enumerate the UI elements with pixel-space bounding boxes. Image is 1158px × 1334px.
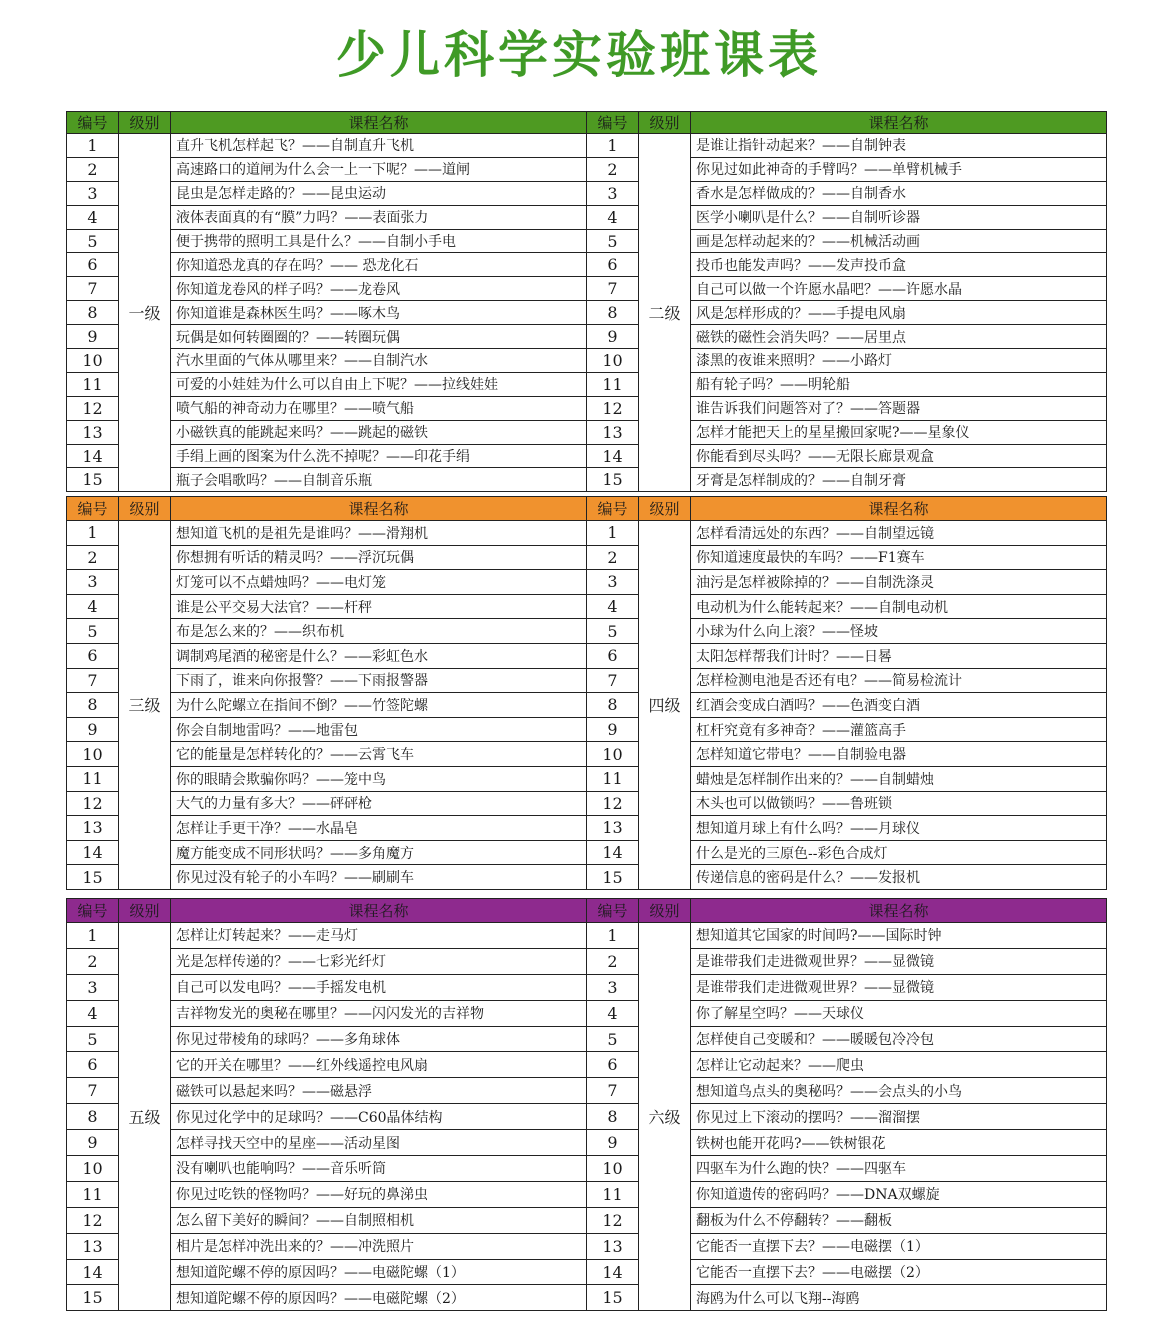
course-number: 7 [587,668,639,693]
course-name: 为什么陀螺立在指间不倒？——竹签陀螺 [171,693,587,718]
course-name: 传递信息的密码是什么？——发报机 [691,865,1107,890]
course-name: 海鸥为什么可以飞翔--海鸥 [691,1285,1107,1311]
course-number: 12 [67,1207,119,1233]
course-name: 你知道速度最快的车吗？——F1赛车 [691,545,1107,570]
course-number: 1 [67,521,119,546]
course-name: 你见过带棱角的球吗？——多角球体 [171,1026,587,1052]
course-name: 风是怎样形成的？——手提电风扇 [691,301,1107,325]
table-row [67,923,587,949]
course-number: 6 [67,1052,119,1078]
course-number: 11 [67,766,119,791]
course-name: 怎样让它动起来？——爬虫 [691,1052,1107,1078]
course-name: 香水是怎样做成的？——自制香水 [691,181,1107,205]
course-number: 10 [67,349,119,373]
course-number: 8 [587,693,639,718]
course-number: 8 [67,1104,119,1130]
course-name: 手绢上画的图案为什么洗不掉呢？——印花手绢 [171,444,587,468]
course-number: 5 [587,619,639,644]
course-name: 油污是怎样被除掉的？——自制洗涤灵 [691,570,1107,595]
header-course-name: 课程名称 [691,112,1107,134]
course-name: 想知道陀螺不停的原因吗？——电磁陀螺（1） [171,1259,587,1285]
course-name: 怎样知道它带电？——自制验电器 [691,742,1107,767]
course-number: 7 [67,277,119,301]
course-number: 10 [67,742,119,767]
course-name: 怎么留下美好的瞬间？——自制照相机 [171,1207,587,1233]
course-number: 14 [587,1259,639,1285]
course-number: 10 [67,1156,119,1182]
course-number: 3 [67,570,119,595]
course-name: 你想拥有听话的精灵吗？——浮沉玩偶 [171,545,587,570]
course-name: 杠杆究竟有多神奇？——灌篮高手 [691,717,1107,742]
level-label: 一级 [119,134,171,492]
course-name: 可爱的小娃娃为什么可以自由上下呢？——拉线娃娃 [171,372,587,396]
course-name: 高速路口的道闸为什么会一上一下呢？——道闸 [171,157,587,181]
header-course-name: 课程名称 [171,899,587,923]
course-number: 9 [67,717,119,742]
course-number: 13 [67,816,119,841]
course-name: 喷气船的神奇动力在哪里？——喷气船 [171,396,587,420]
course-name: 你见过上下滚动的摆吗？——溜溜摆 [691,1104,1107,1130]
course-number: 2 [67,545,119,570]
course-number: 12 [67,396,119,420]
course-number: 4 [67,594,119,619]
course-number: 12 [587,1207,639,1233]
course-name: 怎样寻找天空中的星座——活动星图 [171,1130,587,1156]
course-number: 14 [67,840,119,865]
course-name: 想知道鸟点头的奥秘吗？——会点头的小鸟 [691,1078,1107,1104]
course-number: 6 [587,253,639,277]
course-table [66,111,587,492]
course-number: 13 [587,816,639,841]
course-name: 昆虫是怎样走路的？——昆虫运动 [171,181,587,205]
course-number: 5 [67,1026,119,1052]
header-number: 编号 [67,497,119,521]
table-row [587,521,1107,546]
course-number: 8 [67,301,119,325]
header-course-name: 课程名称 [691,497,1107,521]
header-level: 级别 [119,899,171,923]
course-number: 8 [67,693,119,718]
header-level: 级别 [639,899,691,923]
course-number: 8 [587,1104,639,1130]
course-name: 便于携带的照明工具是什么？——自制小手电 [171,229,587,253]
level-label: 三级 [119,521,171,890]
course-number: 15 [67,1285,119,1311]
course-number: 13 [67,420,119,444]
level-table-right [586,496,1106,890]
course-number: 9 [587,717,639,742]
course-name: 光是怎样传递的？——七彩光纤灯 [171,948,587,974]
course-number: 15 [67,865,119,890]
course-number: 11 [587,766,639,791]
course-number: 1 [587,521,639,546]
course-number: 10 [587,349,639,373]
course-number: 14 [67,444,119,468]
course-name: 磁铁可以悬起来吗？——磁悬浮 [171,1078,587,1104]
course-number: 4 [67,205,119,229]
course-name: 魔方能变成不同形状吗？——多角魔方 [171,840,587,865]
course-name: 小磁铁真的能跳起来吗？——跳起的磁铁 [171,420,587,444]
course-number: 9 [67,1130,119,1156]
header-number: 编号 [67,112,119,134]
header-number: 编号 [587,497,639,521]
course-number: 3 [587,181,639,205]
course-name: 怎样让手更干净？——水晶皂 [171,816,587,841]
course-number: 12 [67,791,119,816]
course-name: 是谁让指针动起来？——自制钟表 [691,134,1107,158]
course-name: 投币也能发声吗？——发声投币盒 [691,253,1107,277]
course-name: 没有喇叭也能响吗？——音乐听筒 [171,1156,587,1182]
course-name: 下雨了，谁来向你报警？——下雨报警器 [171,668,587,693]
course-number: 6 [587,1052,639,1078]
course-name: 是谁带我们走进微观世界？——显微镜 [691,974,1107,1000]
course-name: 它能否一直摆下去？——电磁摆（2） [691,1259,1107,1285]
course-number: 13 [587,1233,639,1259]
course-name: 它的能量是怎样转化的？——云霄飞车 [171,742,587,767]
course-name: 灯笼可以不点蜡烛吗？——电灯笼 [171,570,587,595]
course-name: 大气的力量有多大？——砰砰枪 [171,791,587,816]
level-table-left [66,496,586,890]
course-number: 2 [587,948,639,974]
header-level: 级别 [119,112,171,134]
course-name: 瓶子会唱歌吗？——自制音乐瓶 [171,468,587,492]
course-name: 画是怎样动起来的？——机械活动画 [691,229,1107,253]
table-header-row [67,497,587,521]
course-number: 14 [587,840,639,865]
course-name: 液体表面真的有“膜”力吗？——表面张力 [171,205,587,229]
header-course-name: 课程名称 [691,899,1107,923]
course-number: 1 [67,134,119,158]
course-number: 15 [67,468,119,492]
header-course-name: 课程名称 [171,497,587,521]
header-level: 级别 [639,497,691,521]
course-name: 你了解星空吗？——天球仪 [691,1000,1107,1026]
course-number: 4 [587,1000,639,1026]
course-name: 你见过如此神奇的手臂吗？——单臂机械手 [691,157,1107,181]
course-name: 漆黑的夜谁来照明？——小路灯 [691,349,1107,373]
course-number: 5 [67,619,119,644]
course-name: 想知道飞机的是祖先是谁吗？——滑翔机 [171,521,587,546]
course-number: 15 [587,468,639,492]
course-name: 想知道月球上有什么吗？——月球仪 [691,816,1107,841]
course-name: 红酒会变成白酒吗？——色酒变白酒 [691,693,1107,718]
course-name: 太阳怎样帮我们计时？——日晷 [691,643,1107,668]
course-number: 3 [587,974,639,1000]
course-name: 怎样让灯转起来？——走马灯 [171,923,587,949]
course-number: 2 [587,157,639,181]
course-number: 6 [587,643,639,668]
course-name: 汽水里面的气体从哪里来？——自制汽水 [171,349,587,373]
level-table-left [66,111,586,492]
course-name: 你知道恐龙真的存在吗？—— 恐龙化石 [171,253,587,277]
course-name: 磁铁的磁性会消失吗？——居里点 [691,325,1107,349]
level-label: 五级 [119,923,171,1311]
course-number: 9 [587,1130,639,1156]
course-name: 你见过吃铁的怪物吗？——好玩的鼻涕虫 [171,1181,587,1207]
course-name: 木头也可以做锁吗？——鲁班锁 [691,791,1107,816]
course-number: 3 [67,181,119,205]
course-number: 9 [67,325,119,349]
header-number: 编号 [67,899,119,923]
course-number: 2 [67,948,119,974]
course-number: 14 [587,444,639,468]
course-number: 7 [587,277,639,301]
table-row [67,134,587,158]
course-name: 布是怎么来的？——织布机 [171,619,587,644]
course-name: 医学小喇叭是什么？——自制听诊器 [691,205,1107,229]
course-number: 1 [67,923,119,949]
course-name: 想知道其它国家的时间吗?——国际时钟 [691,923,1107,949]
course-name: 你知道龙卷风的样子吗？——龙卷风 [171,277,587,301]
course-number: 12 [587,791,639,816]
course-name: 蜡烛是怎样制作出来的？——自制蜡烛 [691,766,1107,791]
course-name: 你知道遗传的密码吗？——DNA双螺旋 [691,1181,1107,1207]
table-header-row [67,899,587,923]
course-name: 吉祥物发光的奥秘在哪里？——闪闪发光的吉祥物 [171,1000,587,1026]
course-name: 你知道谁是森林医生吗？——啄木鸟 [171,301,587,325]
course-number: 8 [587,301,639,325]
course-number: 13 [587,420,639,444]
course-number: 1 [587,134,639,158]
course-name: 自己可以发电吗？——手摇发电机 [171,974,587,1000]
course-name: 怎样看清远处的东西？——自制望远镜 [691,521,1107,546]
course-table [586,496,1107,890]
level-label: 二级 [639,134,691,492]
table-header-row [587,497,1107,521]
course-number: 6 [67,643,119,668]
course-name: 你会自制地雷吗？——地雷包 [171,717,587,742]
course-name: 你见过化学中的足球吗？——C60晶体结构 [171,1104,587,1130]
table-header-row [587,112,1107,134]
course-number: 4 [67,1000,119,1026]
course-number: 12 [587,396,639,420]
course-number: 10 [587,1156,639,1182]
course-name: 船有轮子吗？——明轮船 [691,372,1107,396]
course-number: 7 [587,1078,639,1104]
course-name: 谁告诉我们问题答对了？——答题器 [691,396,1107,420]
course-name: 牙膏是怎样制成的？——自制牙膏 [691,468,1107,492]
course-name: 怎样才能把天上的星星搬回家呢?——星象仪 [691,420,1107,444]
header-level: 级别 [639,112,691,134]
course-name: 调制鸡尾酒的秘密是什么？——彩虹色水 [171,643,587,668]
level-table-right [586,111,1106,492]
course-number: 3 [587,570,639,595]
course-number: 4 [587,594,639,619]
course-number: 1 [587,923,639,949]
course-name: 谁是公平交易大法官？——杆秤 [171,594,587,619]
course-number: 11 [67,372,119,396]
course-number: 2 [587,545,639,570]
course-name: 翻板为什么不停翻转？——翻板 [691,1207,1107,1233]
course-number: 4 [587,205,639,229]
course-number: 11 [67,1181,119,1207]
course-name: 自己可以做一个许愿水晶吧？——许愿水晶 [691,277,1107,301]
course-number: 11 [587,1181,639,1207]
course-name: 你的眼睛会欺骗你吗？——笼中鸟 [171,766,587,791]
course-name: 想知道陀螺不停的原因吗？——电磁陀螺（2） [171,1285,587,1311]
course-table [66,898,587,1311]
course-number: 6 [67,253,119,277]
course-number: 14 [67,1259,119,1285]
course-table [586,111,1107,492]
course-name: 相片是怎样冲洗出来的？——冲洗照片 [171,1233,587,1259]
course-table [66,496,587,890]
course-name: 小球为什么向上滚？——怪坡 [691,619,1107,644]
course-name: 直升飞机怎样起飞？——自制直升飞机 [171,134,587,158]
course-table [586,898,1107,1311]
course-name: 铁树也能开花吗?——铁树银花 [691,1130,1107,1156]
course-number: 15 [587,865,639,890]
table-row [587,923,1107,949]
level-table-left [66,898,586,1311]
course-number: 3 [67,974,119,1000]
course-number: 13 [67,1233,119,1259]
course-name: 电动机为什么能转起来？——自制电动机 [691,594,1107,619]
level-label: 六级 [639,923,691,1311]
course-number: 5 [67,229,119,253]
course-name: 怎样使自己变暖和？——暖暖包冷冷包 [691,1026,1107,1052]
course-name: 你见过没有轮子的小车吗？——刷刷车 [171,865,587,890]
course-number: 5 [587,1026,639,1052]
course-name: 它的开关在哪里？——红外线遥控电风扇 [171,1052,587,1078]
header-course-name: 课程名称 [171,112,587,134]
table-row [67,521,587,546]
course-number: 15 [587,1285,639,1311]
course-number: 5 [587,229,639,253]
table-row [587,134,1107,158]
course-name: 是谁带我们走进微观世界？——显微镜 [691,948,1107,974]
level-label: 四级 [639,521,691,890]
course-name: 你能看到尽头吗？——无限长廊景观盒 [691,444,1107,468]
page-title: 少儿科学实验班课表 [336,26,822,84]
course-number: 10 [587,742,639,767]
course-number: 7 [67,668,119,693]
header-number: 编号 [587,112,639,134]
header-level: 级别 [119,497,171,521]
header-number: 编号 [587,899,639,923]
course-number: 7 [67,1078,119,1104]
course-number: 2 [67,157,119,181]
course-number: 9 [587,325,639,349]
course-number: 11 [587,372,639,396]
course-name: 它能否一直摆下去？——电磁摆（1） [691,1233,1107,1259]
course-name: 什么是光的三原色--彩色合成灯 [691,840,1107,865]
table-header-row [587,899,1107,923]
table-header-row [67,112,587,134]
course-name: 怎样检测电池是否还有电？——简易检流计 [691,668,1107,693]
level-table-right [586,898,1106,1311]
course-name: 四驱车为什么跑的快？——四驱车 [691,1156,1107,1182]
course-name: 玩偶是如何转圈圈的？——转圈玩偶 [171,325,587,349]
